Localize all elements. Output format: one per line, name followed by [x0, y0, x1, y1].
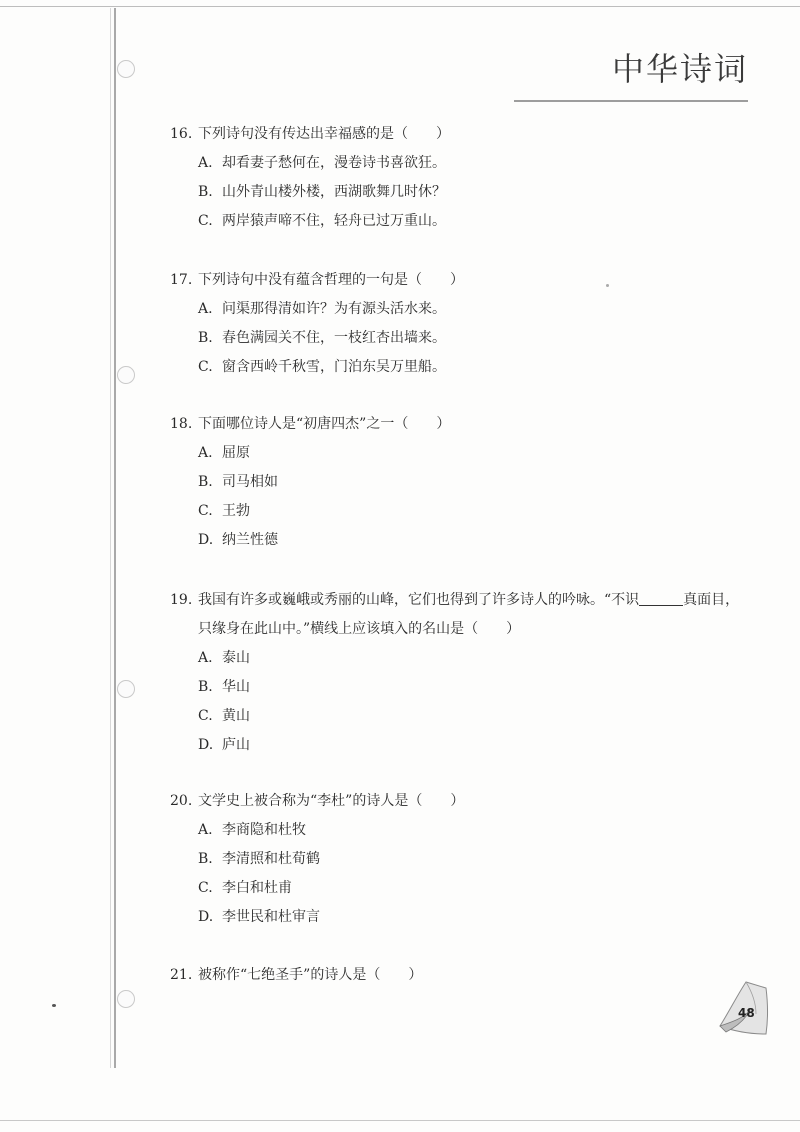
question-21	[170, 961, 760, 990]
option-letter: B.	[198, 679, 213, 695]
question-text: 文学史上被合称为“李杜”的诗人是（ ）	[198, 793, 465, 809]
option	[170, 324, 760, 353]
punch-hole	[117, 366, 135, 384]
question-text: 真面目，	[683, 592, 740, 608]
option	[170, 295, 760, 324]
question-text: 下面哪位诗人是“初唐四杰”之一（ ）	[198, 416, 451, 432]
option-text: 王勃	[222, 503, 250, 519]
option	[170, 673, 760, 702]
option-letter: C.	[198, 503, 213, 519]
option-text: 李商隐和杜牧	[222, 822, 306, 838]
binding-shadow	[110, 8, 111, 1068]
option-text: 屈原	[222, 445, 250, 461]
scan-edge-bottom	[0, 1120, 800, 1121]
option-letter: B.	[198, 184, 213, 200]
binding-line	[114, 8, 116, 1068]
option-letter: A.	[198, 822, 213, 838]
option-letter: A.	[198, 155, 213, 171]
question-text: 被称作“七绝圣手”的诗人是（ ）	[198, 967, 423, 983]
option-letter: A.	[198, 650, 213, 666]
question-text: 下列诗句没有传达出幸福感的是（ ）	[198, 126, 450, 142]
option	[170, 439, 760, 468]
option-text: 两岸猿声啼不住，轻舟已过万重山。	[222, 213, 446, 229]
question-stem-continued: 只缘身在此山中。”横线上应该填入的名山是（ ）	[198, 621, 521, 637]
option	[170, 497, 760, 526]
option-text: 春色满园关不住，一枝红杏出墙来。	[222, 330, 446, 346]
option-letter: A.	[198, 301, 213, 317]
option-text: 李白和杜甫	[222, 880, 292, 896]
fill-in-blank	[639, 591, 683, 606]
question-stem	[170, 266, 760, 295]
option	[170, 149, 760, 178]
question-number: 16.	[170, 126, 193, 142]
option-text: 庐山	[222, 737, 250, 753]
option-text: 却看妻子愁何在，漫卷诗书喜欲狂。	[222, 155, 446, 171]
punch-hole	[117, 680, 135, 698]
punch-hole	[117, 60, 135, 78]
question-stem	[170, 410, 760, 439]
question-stem	[170, 120, 760, 149]
option-text: 李清照和杜荀鹤	[222, 851, 320, 867]
question-number: 18.	[170, 416, 193, 432]
option-letter: B.	[198, 474, 213, 490]
header-rule	[514, 100, 748, 102]
option-text: 华山	[222, 679, 250, 695]
option	[170, 702, 760, 731]
option	[170, 468, 760, 497]
scan-speck	[52, 1004, 56, 1007]
option-text: 黄山	[222, 708, 250, 724]
question-19	[170, 586, 760, 760]
option	[170, 526, 760, 555]
option-text: 泰山	[222, 650, 250, 666]
option-letter: C.	[198, 880, 213, 896]
option-letter: D.	[198, 737, 214, 753]
option	[170, 903, 760, 932]
option	[170, 816, 760, 845]
option	[170, 874, 760, 903]
option-letter: D.	[198, 532, 214, 548]
option-text: 窗含西岭千秋雪，门泊东吴万里船。	[222, 359, 446, 375]
option-text: 山外青山楼外楼，西湖歌舞几时休？	[222, 184, 446, 200]
question-stem	[170, 961, 760, 990]
question-stem	[170, 586, 760, 615]
option-text: 问渠那得清如许？为有源头活水来。	[222, 301, 446, 317]
question-text: 我国有许多或巍峨或秀丽的山峰，它们也得到了许多诗人的吟咏。“不识	[198, 592, 640, 608]
punch-hole	[117, 990, 135, 1008]
option-letter: C.	[198, 213, 213, 229]
question-16	[170, 120, 760, 236]
option	[170, 178, 760, 207]
option-text: 司马相如	[222, 474, 278, 490]
option-letter: A.	[198, 445, 213, 461]
option	[170, 644, 760, 673]
question-number: 20.	[170, 793, 193, 809]
question-number: 19.	[170, 592, 193, 608]
option	[170, 845, 760, 874]
option-letter: D.	[198, 909, 214, 925]
scan-edge-top	[0, 6, 800, 7]
option-letter: C.	[198, 708, 213, 724]
option	[170, 731, 760, 760]
question-number: 21.	[170, 967, 193, 983]
question-17	[170, 266, 760, 382]
page-number: 48	[738, 1006, 755, 1020]
option-letter: C.	[198, 359, 213, 375]
option	[170, 207, 760, 236]
question-18	[170, 410, 760, 555]
question-20	[170, 787, 760, 932]
option-letter: B.	[198, 851, 213, 867]
option	[170, 353, 760, 382]
option-text: 纳兰性德	[222, 532, 278, 548]
option-letter: B.	[198, 330, 213, 346]
question-text: 下列诗句中没有蕴含哲理的一句是（ ）	[198, 272, 464, 288]
question-stem	[170, 787, 760, 816]
option-text: 李世民和杜审言	[222, 909, 320, 925]
page-title: 中华诗词	[611, 50, 748, 88]
question-number: 17.	[170, 272, 193, 288]
